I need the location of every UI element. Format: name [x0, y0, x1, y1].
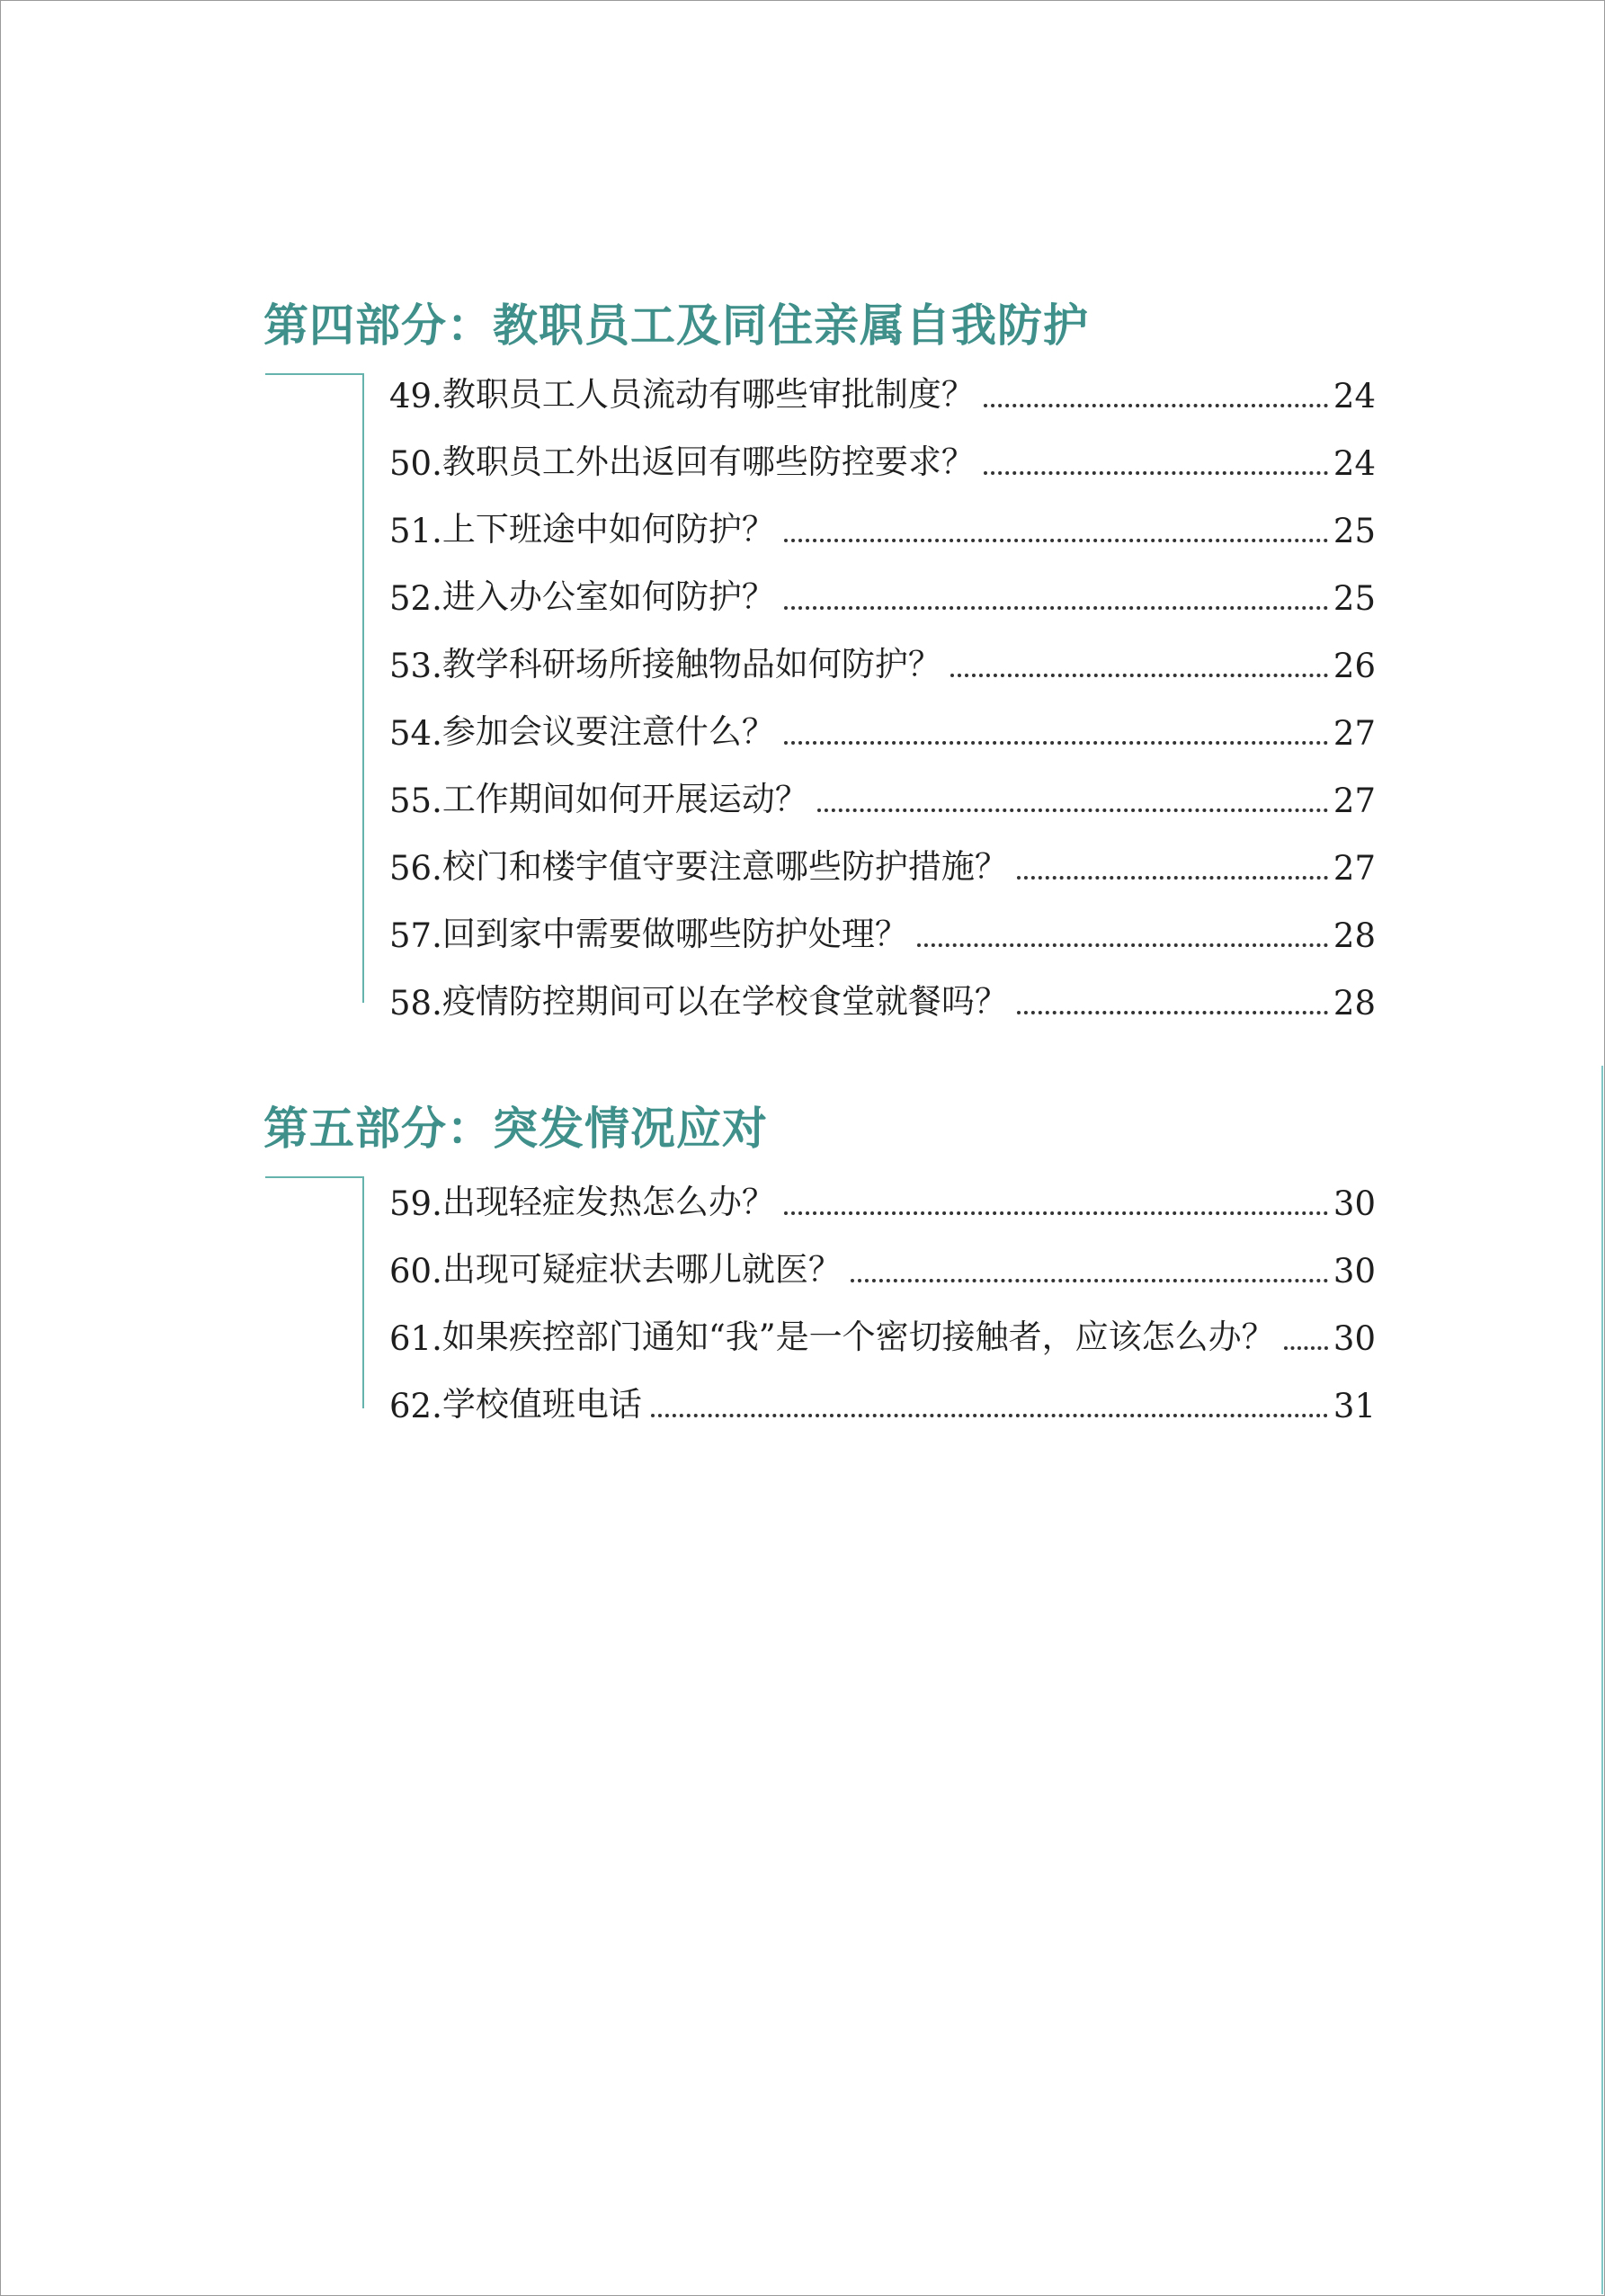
section-bracket-side	[362, 373, 364, 1003]
dot-leader	[784, 1211, 1328, 1215]
entry-page-number: 24	[1333, 444, 1376, 483]
entry-number: 58.	[389, 984, 442, 1023]
section-title: 第四部分：教职员工及同住亲属自我防护	[263, 299, 1089, 352]
dot-leader	[651, 1414, 1328, 1417]
toc-entry[interactable]	[389, 955, 1376, 1023]
toc-entry[interactable]	[389, 483, 1376, 550]
dot-leader	[784, 741, 1328, 745]
entry-title: 参加会议要注意什么？	[441, 712, 775, 751]
toc-entry[interactable]	[389, 618, 1376, 685]
entry-title: 教职员工外出返回有哪些防控要求？	[441, 442, 975, 481]
entry-number: 54.	[389, 714, 442, 753]
entry-title: 学校值班电话	[441, 1385, 642, 1424]
entry-page-number: 30	[1333, 1252, 1376, 1291]
entry-page-number: 27	[1333, 714, 1376, 753]
entry-number: 51.	[389, 512, 442, 550]
toc-entry[interactable]	[389, 753, 1376, 820]
toc-entry[interactable]	[389, 1291, 1376, 1358]
entry-title: 疫情防控期间可以在学校食堂就餐吗？	[441, 982, 1008, 1021]
dot-leader	[1017, 1011, 1328, 1014]
toc-entry[interactable]	[389, 820, 1376, 888]
toc-entry[interactable]	[389, 415, 1376, 483]
dot-leader	[1284, 1346, 1328, 1350]
page-edge-accent	[1601, 1066, 1603, 2294]
entry-page-number: 25	[1333, 579, 1376, 618]
entry-number: 57.	[389, 916, 442, 955]
toc-list	[389, 348, 1376, 1023]
entry-title: 出现可疑症状去哪儿就医？	[441, 1250, 842, 1289]
entry-page-number: 30	[1333, 1319, 1376, 1358]
entry-number: 61.	[389, 1319, 442, 1358]
entry-number: 55.	[389, 782, 442, 820]
dot-leader	[784, 539, 1328, 542]
section-bracket-top	[265, 373, 364, 375]
dot-leader	[1017, 876, 1328, 880]
dot-leader	[917, 943, 1328, 947]
entry-page-number: 24	[1333, 377, 1376, 415]
dot-leader	[950, 674, 1328, 677]
entry-page-number: 27	[1333, 782, 1376, 820]
toc-entry[interactable]	[389, 550, 1376, 618]
toc-entry[interactable]	[389, 685, 1376, 753]
dot-leader	[817, 809, 1328, 812]
dot-leader	[851, 1279, 1328, 1282]
entry-title: 回到家中需要做哪些防护处理？	[441, 915, 908, 953]
entry-number: 60.	[389, 1252, 442, 1291]
entry-title: 工作期间如何开展运动？	[441, 780, 808, 818]
dot-leader	[984, 404, 1328, 407]
entry-title: 上下班途中如何防护？	[441, 510, 775, 549]
section-bracket-top	[265, 1176, 364, 1178]
entry-number: 53.	[389, 647, 442, 685]
section-bracket-side	[362, 1176, 364, 1408]
entry-page-number: 28	[1333, 916, 1376, 955]
entry-number: 49.	[389, 377, 442, 415]
entry-title: 教职员工人员流动有哪些审批制度？	[441, 375, 975, 414]
toc-entry[interactable]	[389, 888, 1376, 955]
entry-title: 出现轻症发热怎么办？	[441, 1183, 775, 1221]
entry-number: 56.	[389, 849, 442, 888]
section-title: 第五部分：突发情况应对	[263, 1102, 768, 1155]
toc-entry[interactable]	[389, 348, 1376, 415]
dot-leader	[984, 471, 1328, 475]
entry-number: 59.	[389, 1184, 442, 1223]
entry-title: 校门和楼宇值守要注意哪些防护措施？	[441, 847, 1008, 886]
entry-title: 进入办公室如何防护？	[441, 577, 775, 616]
entry-title: 如果疾控部门通知“我”是一个密切接触者，应该怎么办？	[441, 1318, 1275, 1356]
toc-entry[interactable]	[389, 1223, 1376, 1291]
toc-entry[interactable]	[389, 1358, 1376, 1425]
entry-page-number: 26	[1333, 647, 1376, 685]
entry-page-number: 25	[1333, 512, 1376, 550]
entry-page-number: 28	[1333, 984, 1376, 1023]
entry-page-number: 31	[1333, 1387, 1376, 1425]
toc-entry[interactable]	[389, 1156, 1376, 1223]
entry-number: 52.	[389, 579, 442, 618]
entry-page-number: 27	[1333, 849, 1376, 888]
entry-number: 62.	[389, 1387, 442, 1425]
dot-leader	[784, 606, 1328, 610]
entry-number: 50.	[389, 444, 442, 483]
toc-list	[389, 1156, 1376, 1425]
entry-page-number: 30	[1333, 1184, 1376, 1223]
entry-title: 教学科研场所接触物品如何防护？	[441, 645, 941, 683]
